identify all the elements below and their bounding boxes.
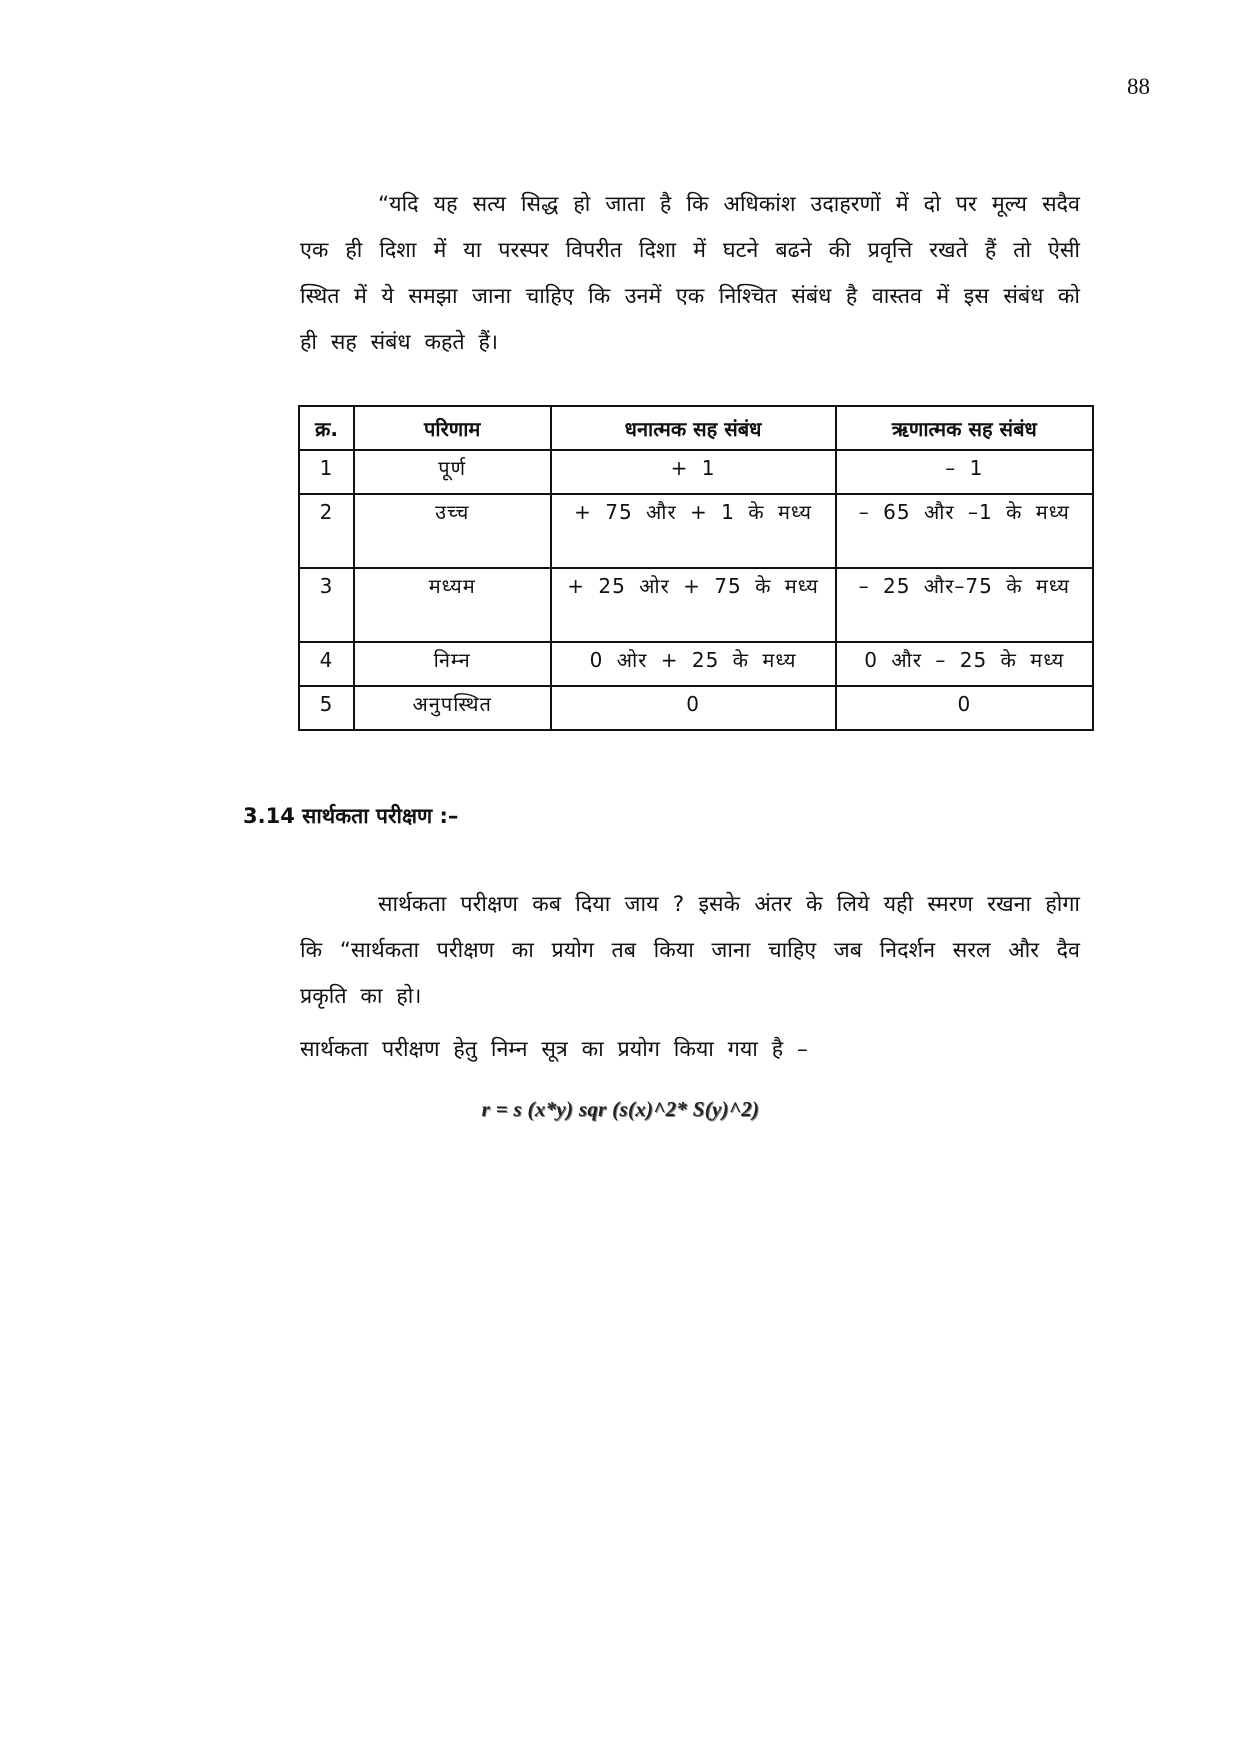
cell-negative: 0 और – 25 के मध्य xyxy=(836,642,1093,686)
table-row xyxy=(299,450,1093,494)
paragraph-significance-test: सार्थकता परीक्षण कब दिया जाय ? इसके अंतर के लिये यही स्मरण रखना होगा कि “सार्थकता परीक्षण का प्रयोग तब किया जाना चाहिए जब निदर्शन सरल और दैव प्रकृति का हो। xyxy=(300,891,1080,1009)
table-row xyxy=(299,494,1093,568)
cell-negative: 0 xyxy=(836,686,1093,730)
cell-positive: + 1 xyxy=(551,450,836,494)
formula: r = s (x*y) sqr (s(x)^2* S(y)^2) xyxy=(481,1097,760,1121)
header-negative: ऋणात्मक सह संबंध xyxy=(836,406,1093,450)
cell-result: पूर्ण xyxy=(354,450,551,494)
header-positive: धनात्मक सह संबंध xyxy=(551,406,836,450)
header-result: परिणाम xyxy=(354,406,551,450)
cell-serial: 3 xyxy=(299,568,354,642)
table-header-row xyxy=(299,406,1093,450)
cell-negative: – 1 xyxy=(836,450,1093,494)
section-heading: 3.14 सार्थकता परीक्षण :– xyxy=(243,804,459,828)
cell-serial: 5 xyxy=(299,686,354,730)
cell-result: अनुपस्थित xyxy=(354,686,551,730)
cell-result: निम्न xyxy=(354,642,551,686)
cell-negative: – 65 और –1 के मध्य xyxy=(836,494,1093,568)
cell-positive: 0 xyxy=(551,686,836,730)
table-row xyxy=(299,568,1093,642)
cell-serial: 2 xyxy=(299,494,354,568)
cell-negative: – 25 और–75 के मध्य xyxy=(836,568,1093,642)
cell-positive: + 25 ओर + 75 के मध्य xyxy=(551,568,836,642)
cell-serial: 4 xyxy=(299,642,354,686)
cell-positive: 0 ओर + 25 के मध्य xyxy=(551,642,836,686)
table-row xyxy=(299,642,1093,686)
cell-serial: 1 xyxy=(299,450,354,494)
table-row xyxy=(299,686,1093,730)
paragraph-formula-intro: सार्थकता परीक्षण हेतु निम्न सूत्र का प्रयोग किया गया है – xyxy=(300,1036,808,1062)
cell-result: उच्च xyxy=(354,494,551,568)
header-serial: क्र. xyxy=(299,406,354,450)
cell-result: मध्यम xyxy=(354,568,551,642)
cell-positive: + 75 और + 1 के मध्य xyxy=(551,494,836,568)
paragraph-correlation-definition: “यदि यह सत्य सिद्ध हो जाता है कि अधिकांश उदाहरणों में दो पर मूल्य सदैव एक ही दिशा में या परस्पर विपरीत दिशा में घटने बढने की प्रवृत्ति रखते हैं तो ऐसी स्थित में ये समझा जाना चाहिए कि उनमें एक निश्चित संबंध है वास्तव में इस संबंध को ही सह संबंध कहते हैं। xyxy=(300,191,1080,355)
correlation-table xyxy=(298,405,1094,731)
page-number: 88 xyxy=(1127,74,1150,99)
